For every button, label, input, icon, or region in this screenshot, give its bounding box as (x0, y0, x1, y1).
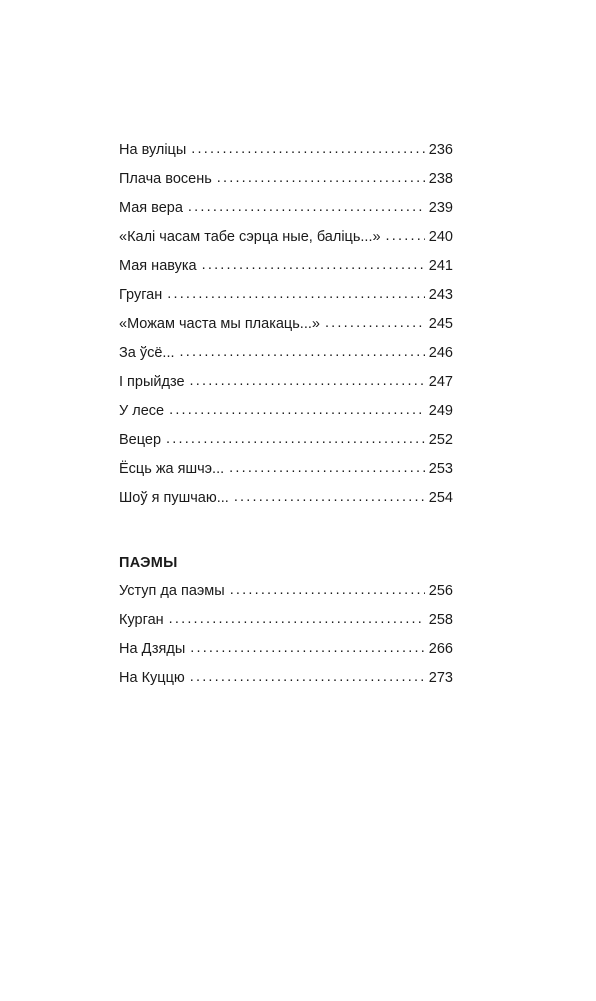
toc-entry-page: 246 (428, 345, 453, 361)
toc-entry-title: У лесе (119, 403, 165, 419)
toc-entry-page: 266 (428, 641, 453, 657)
leader-dots (217, 170, 425, 186)
toc-entry-page: 254 (428, 490, 453, 506)
toc-entry-page: 273 (428, 670, 453, 686)
leader-dots (190, 640, 425, 656)
toc-entry-title: «Калі часам табе сэрца ные, баліць...» (119, 229, 381, 245)
toc-entry-title: Мая вера (119, 200, 183, 216)
leader-dots (230, 582, 425, 598)
toc-entry-title: І прыйдзе (119, 374, 185, 390)
toc-entry (119, 490, 453, 519)
leader-dots (229, 460, 425, 476)
toc-entry-page: 241 (428, 258, 453, 274)
toc-entry-title: Курган (119, 612, 164, 628)
leader-dots (191, 141, 425, 157)
toc-entry-page: 253 (428, 461, 453, 477)
leader-dots (234, 489, 425, 505)
toc-entry (119, 200, 453, 229)
toc-entry-page: 258 (428, 612, 453, 628)
toc-entry-title: Груган (119, 287, 163, 303)
leader-dots (169, 611, 425, 627)
table-of-contents-long-poems (119, 551, 453, 699)
toc-entry (119, 641, 453, 670)
toc-entry-title: На Дзяды (119, 641, 186, 657)
toc-entry-title: «Можам часта мы плакаць...» (119, 316, 320, 332)
leader-dots (180, 344, 425, 360)
toc-entry-title: Шоў я пушчаю... (119, 490, 229, 506)
toc-entry (119, 374, 453, 403)
toc-entry (119, 461, 453, 490)
toc-entry-page: 245 (428, 316, 453, 332)
toc-entry-page: 249 (428, 403, 453, 419)
toc-entry-page: 247 (428, 374, 453, 390)
table-of-contents-poems (119, 142, 453, 519)
section-heading: ПАЭМЫ (119, 555, 178, 571)
toc-entry-page: 240 (428, 229, 453, 245)
leader-dots (188, 199, 425, 215)
toc-entry-title: Вецер (119, 432, 162, 448)
toc-entry (119, 583, 453, 612)
leader-dots (202, 257, 425, 273)
toc-entry-page: 236 (428, 142, 453, 158)
toc-entry-title: Ёсць жа яшчэ... (119, 461, 225, 477)
toc-entry-page: 238 (428, 171, 453, 187)
toc-entry (119, 287, 453, 316)
toc-entry-title: Мая навука (119, 258, 197, 274)
toc-entry-title: За ўсё... (119, 345, 175, 361)
toc-entry (119, 345, 453, 374)
toc-entry-page: 252 (428, 432, 453, 448)
leader-dots (169, 402, 425, 418)
leader-dots (167, 286, 425, 302)
leader-dots (325, 315, 425, 331)
leader-dots (166, 431, 425, 447)
toc-entry-page: 256 (428, 583, 453, 599)
toc-entry-title: На Куццю (119, 670, 185, 686)
toc-entry (119, 670, 453, 699)
toc-entry (119, 171, 453, 200)
toc-entry-title: Плача восень (119, 171, 212, 187)
toc-entry (119, 258, 453, 287)
toc-entry-page: 243 (428, 287, 453, 303)
leader-dots (190, 669, 425, 685)
leader-dots (386, 228, 425, 244)
toc-entry (119, 142, 453, 171)
toc-entry (119, 403, 453, 432)
leader-dots (190, 373, 425, 389)
toc-entry (119, 432, 453, 461)
toc-entry (119, 316, 453, 345)
toc-entry (119, 229, 453, 258)
toc-entry-title: Уступ да паэмы (119, 583, 225, 599)
toc-entry-page: 239 (428, 200, 453, 216)
toc-entry-title: На вуліцы (119, 142, 187, 158)
toc-entry (119, 612, 453, 641)
